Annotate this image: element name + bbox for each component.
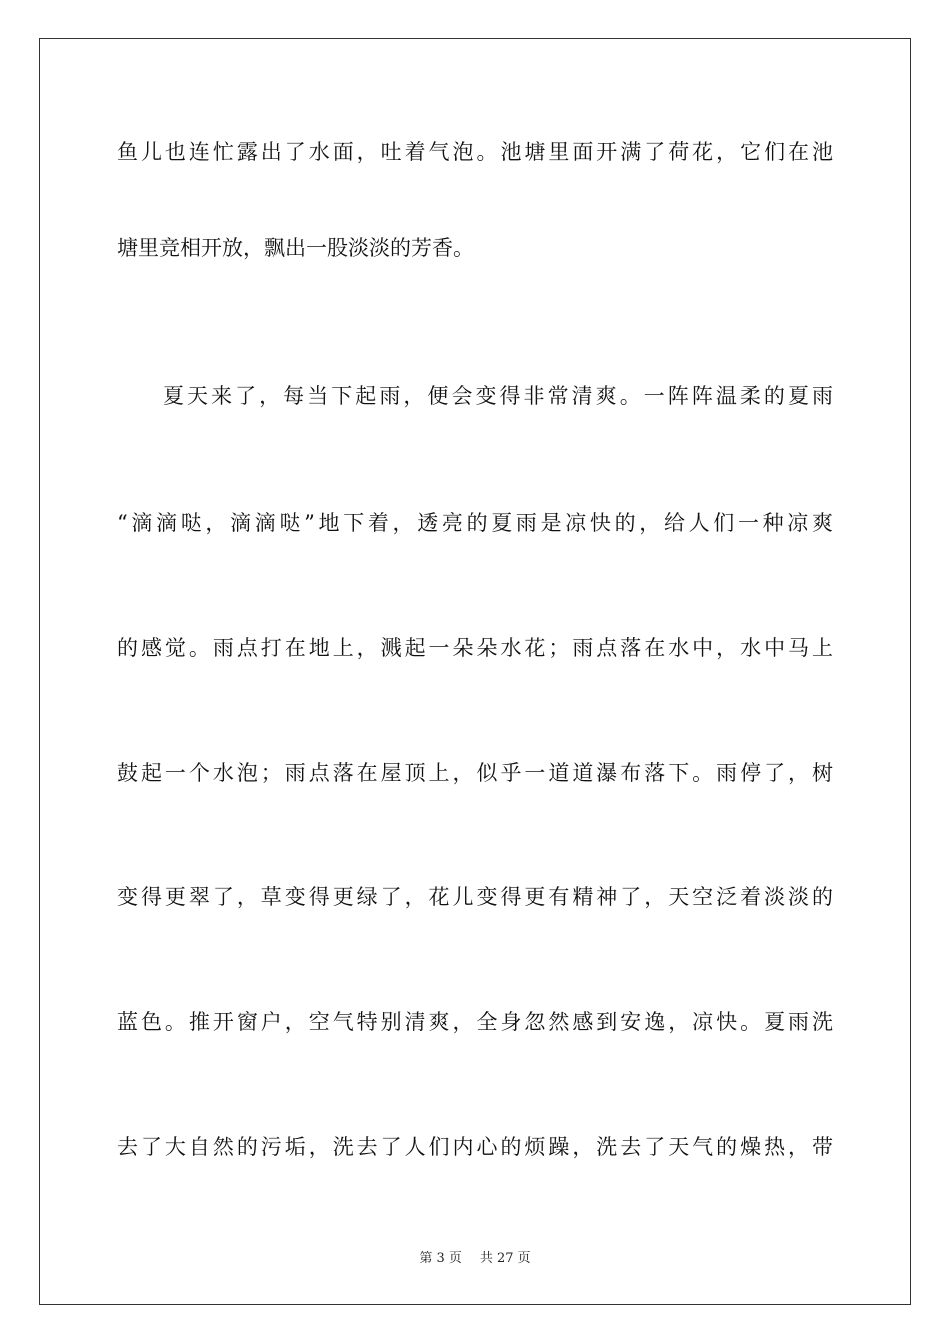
text-line-1: 鱼儿也连忙露出了水面，吐着气泡。池塘里面开满了荷花，它们在池 bbox=[117, 140, 833, 164]
text-line-8: 蓝色。推开窗户，空气特别清爽，全身忽然感到安逸，凉快。夏雨洗 bbox=[117, 1010, 833, 1034]
text-line-6: 鼓起一个水泡；雨点落在屋顶上，似乎一道道瀑布落下。雨停了，树 bbox=[117, 761, 833, 785]
text-line-4: “滴滴哒，滴滴哒”地下着，透亮的夏雨是凉快的，给人们一种凉爽 bbox=[117, 511, 833, 535]
page-border bbox=[39, 38, 911, 1305]
text-line-5: 的感觉。雨点打在地上，溅起一朵朵水花；雨点落在水中，水中马上 bbox=[117, 636, 833, 660]
text-line-3: 夏天来了，每当下起雨，便会变得非常清爽。一阵阵温柔的夏雨 bbox=[163, 384, 833, 408]
page-footer bbox=[0, 1247, 950, 1266]
page-number: 第 3 页 bbox=[419, 1251, 462, 1266]
text-line-2: 塘里竞相开放，飘出一股淡淡的芳香。 bbox=[117, 236, 474, 260]
page-total: 共 27 页 bbox=[479, 1251, 531, 1266]
text-line-9: 去了大自然的污垢，洗去了人们内心的烦躁，洗去了天气的燥热，带 bbox=[117, 1135, 833, 1159]
text-line-7: 变得更翠了，草变得更绿了，花儿变得更有精神了，天空泛着淡淡的 bbox=[117, 885, 833, 909]
